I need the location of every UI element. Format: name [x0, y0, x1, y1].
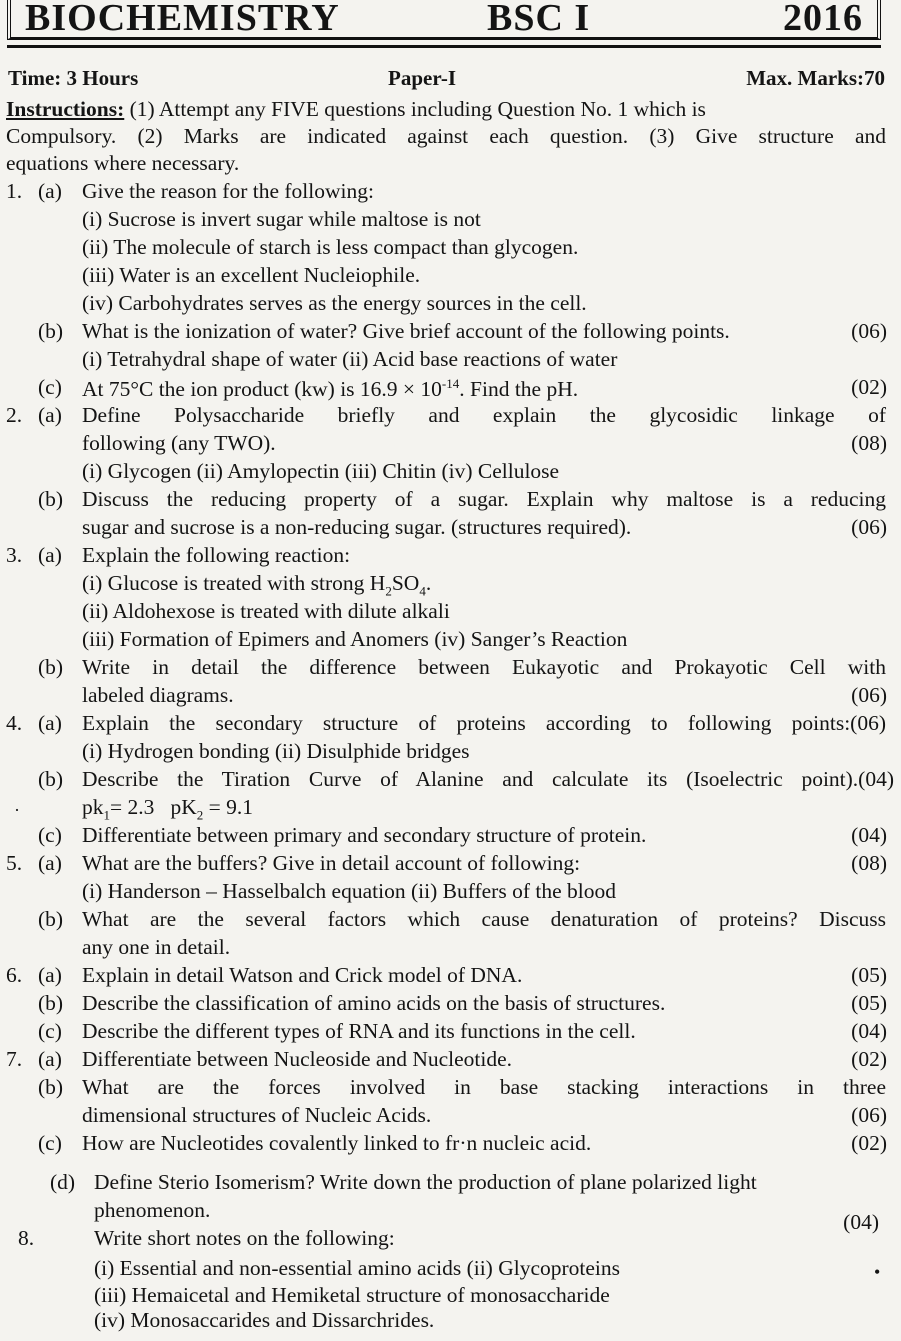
q4c-label: (c): [38, 823, 62, 847]
max-marks-label: Max. Marks:70: [746, 66, 885, 90]
q7c-label: (c): [38, 1131, 62, 1155]
q5b-line-2: any one in detail.: [82, 935, 231, 959]
q3a-ii: (ii) Aldohexose is treated with dilute alkali: [82, 599, 450, 623]
q8-item-1: (i) Essential and non-essential amino acids (ii) Glycoproteins: [94, 1256, 621, 1280]
subject-title: BIOCHEMISTRY: [25, 0, 340, 39]
q2-number: 2.: [6, 403, 23, 427]
q1c-label: (c): [38, 375, 62, 399]
q5a-text: What are the buffers? Give in detail account of following:: [82, 851, 581, 875]
q4c-text: Differentiate between primary and secondary structure of protein.: [82, 823, 647, 847]
pk1-sub: 1: [103, 807, 110, 823]
q3b-line-1: Write in detail the difference between Eukayotic and Prokayotic Cell with: [82, 655, 886, 679]
q7c-marks: (02): [851, 1131, 887, 1155]
q1a-ii: (ii) The molecule of starch is less compact than glycogen.: [82, 235, 579, 259]
header-rule: [7, 45, 881, 48]
q1c-text-post: . Find the pH.: [459, 377, 579, 402]
q6b-label: (b): [38, 991, 64, 1015]
q2b-line-1: Discuss the reducing property of a sugar. Explain why maltose is a reducing: [82, 487, 886, 511]
q3a-iii: (iii) Formation of Epimers and Anomers (iv) Sanger’s Reaction: [82, 627, 628, 651]
q2b-label: (b): [38, 487, 64, 511]
q1b-marks: (06): [851, 319, 887, 343]
q8-item-2: (iii) Hemaicetal and Hemiketal structure of monosaccharide: [94, 1283, 610, 1307]
pk1-pre: pk: [82, 795, 104, 819]
q8-text: Write short notes on the following:: [94, 1226, 395, 1250]
q3b-line-2: labeled diagrams.: [82, 683, 234, 707]
q6a-marks: (05): [851, 963, 887, 987]
instructions-label: Instructions:: [6, 97, 125, 121]
q1c-exponent: -14: [441, 376, 460, 391]
q2a-label: (a): [38, 403, 62, 427]
q2a-sub: (i) Glycogen (ii) Amylopectin (iii) Chitin (iv) Cellulose: [82, 459, 560, 483]
q3a-i-post: .: [425, 571, 432, 595]
q7d-label: (d): [50, 1170, 76, 1194]
q6-number: 6.: [6, 963, 23, 987]
q3b-marks: (06): [851, 683, 887, 707]
q3a-i-pre: (i) Glucose is treated with strong H: [82, 571, 386, 595]
stray-mark-2: •: [874, 1262, 881, 1282]
q3a-i: [82, 573, 431, 597]
q7d-line-1: Define Sterio Isomerism? Write down the production of plane polarized light: [94, 1170, 757, 1194]
q7b-marks: (06): [851, 1103, 887, 1127]
time-label: Time: 3 Hours: [8, 66, 139, 90]
q6c-marks: (04): [851, 1019, 887, 1043]
q4c-marks: (04): [851, 823, 887, 847]
q2b-line-2: sugar and sucrose is a non-reducing sugar. (structures required).: [82, 515, 632, 539]
q6c-text: Describe the different types of RNA and its functions in the cell.: [82, 1019, 636, 1043]
q3a-label: (a): [38, 543, 62, 567]
pk2-sub: 2: [196, 807, 204, 823]
q4b-label: (b): [38, 767, 64, 791]
q7b-line-1: What are the forces involved in base stacking interactions in three: [82, 1075, 886, 1099]
q3a-i-mid: SO: [391, 571, 420, 595]
pk2-pre: pK: [170, 795, 197, 819]
q1-number: 1.: [6, 179, 23, 203]
q4a-text: Explain the secondary structure of proteins according to following points:(06): [82, 711, 886, 735]
q1b-text: What is the ionization of water? Give brief account of the following points.: [82, 319, 730, 343]
year-title: 2016: [783, 0, 863, 39]
q1c-marks: (02): [851, 375, 887, 399]
q1a-text: Give the reason for the following:: [82, 179, 374, 203]
q7a-label: (a): [38, 1047, 62, 1071]
q6a-label: (a): [38, 963, 62, 987]
q1a-label: (a): [38, 179, 62, 203]
q1a-iv: (iv) Carbohydrates serves as the energy sources in the cell.: [82, 291, 587, 315]
q6b-text: Describe the classification of amino acids on the basis of structures.: [82, 991, 666, 1015]
q1a-iii: (iii) Water is an excellent Nucleiophile.: [82, 263, 421, 287]
paper-label: Paper-I: [388, 66, 457, 90]
q5b-label: (b): [38, 907, 64, 931]
q1a-i: (i) Sucrose is invert sugar while maltose is not: [82, 207, 481, 231]
q2a-line-1: Define Polysaccharide briefly and explain the glycosidic linkage of: [82, 403, 886, 427]
q5-number: 5.: [6, 851, 23, 875]
stray-mark: ·: [14, 800, 20, 820]
q4b-pk-values: [82, 797, 253, 821]
q8-number: 8.: [18, 1226, 35, 1250]
q4-number: 4.: [6, 711, 23, 735]
q5b-line-1: What are the several factors which cause denaturation of proteins? Discuss: [82, 907, 886, 931]
instructions-line-3: equations where necessary.: [6, 151, 240, 175]
q7b-label: (b): [38, 1075, 64, 1099]
instructions-text-1: (1) Attempt any FIVE questions including Question No. 1 which is: [129, 97, 706, 121]
q1c-text: [82, 377, 578, 401]
q6c-label: (c): [38, 1019, 62, 1043]
q3a-text: Explain the following reaction:: [82, 543, 351, 567]
pk1-post: = 2.3: [110, 795, 155, 819]
q7c-text: How are Nucleotides covalently linked to fr·n nucleic acid.: [82, 1131, 592, 1155]
q7-number: 7.: [6, 1047, 23, 1071]
q5a-marks: (08): [851, 851, 887, 875]
q6a-text: Explain in detail Watson and Crick model of DNA.: [82, 963, 523, 987]
q5a-label: (a): [38, 851, 62, 875]
q7a-marks: (02): [851, 1047, 887, 1071]
q1b-label: (b): [38, 319, 64, 343]
q3b-label: (b): [38, 655, 64, 679]
instructions-line-1: [6, 99, 886, 121]
q6b-marks: (05): [851, 991, 887, 1015]
q7d-marks: (04): [843, 1210, 879, 1234]
q4a-sub: (i) Hydrogen bonding (ii) Disulphide bridges: [82, 739, 470, 763]
q7a-text: Differentiate between Nucleoside and Nucleotide.: [82, 1047, 513, 1071]
q3a-i-sub1: 2: [385, 583, 392, 599]
q2a-line-2: following (any TWO).: [82, 431, 276, 455]
q7d-line-2: phenomenon.: [94, 1198, 211, 1222]
q4b-text: Describe the Tiration Curve of Alanine and calculate its (Isoelectric point).(04): [82, 767, 894, 791]
instructions-line-2: Compulsory. (2) Marks are indicated against each question. (3) Give structure and: [6, 124, 886, 148]
q7b-line-2: dimensional structures of Nucleic Acids.: [82, 1103, 432, 1127]
q8-item-3: (iv) Monosaccarides and Dissarchrides.: [94, 1308, 435, 1332]
exam-header: [7, 0, 881, 40]
q1c-text-pre: At 75°C the ion product (kw) is 16.9 × 10: [82, 377, 442, 402]
q3a-i-sub2: 4: [419, 583, 426, 599]
q3-number: 3.: [6, 543, 23, 567]
class-title: BSC I: [487, 0, 591, 39]
pk2-post: = 9.1: [203, 795, 254, 819]
q2b-marks: (06): [851, 515, 887, 539]
q2a-marks: (08): [851, 431, 887, 455]
q1b-sub: (i) Tetrahydral shape of water (ii) Acid base reactions of water: [82, 347, 618, 371]
q4a-label: (a): [38, 711, 62, 735]
q5a-sub: (i) Handerson – Hasselbalch equation (ii) Buffers of the blood: [82, 879, 616, 903]
